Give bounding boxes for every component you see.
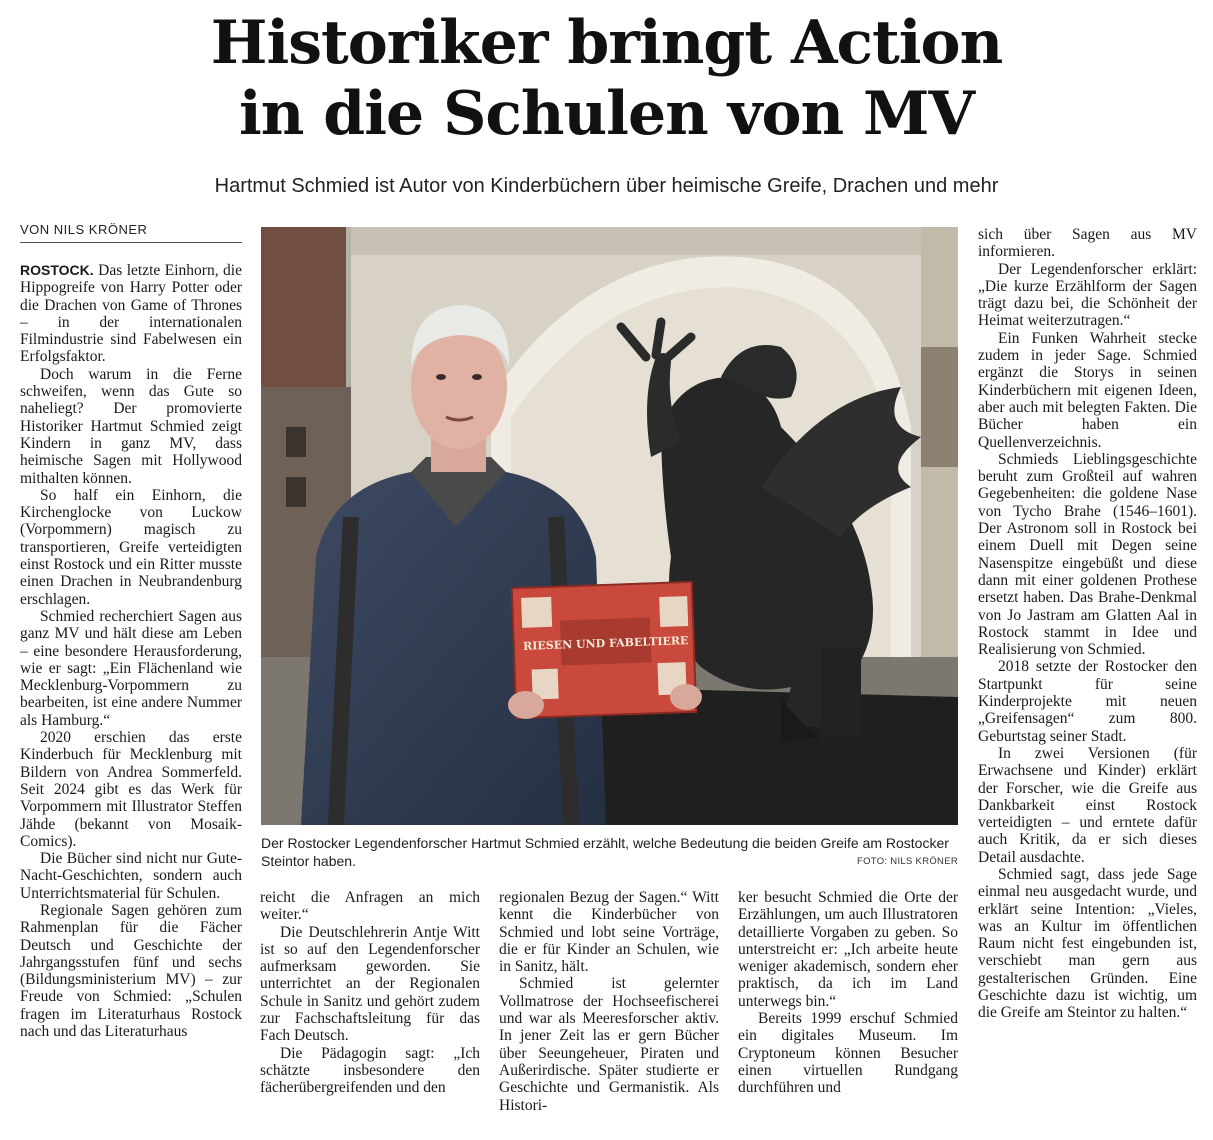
- article-photo: [261, 227, 958, 825]
- paragraph: Regionale Sagen gehören zum Rahmenplan für die Fächer Deutsch und Geschichte der Jahrgangsstufen fünf und sechs (Bildungsministerium MV) – zur Freude von Schmied: „Schulen fragen im Literaturhaus Rostock nach und das Literaturhaus: [20, 901, 242, 1041]
- paragraph: Der Legendenforscher erklärt: „Die kurze Erzählform der Sagen trägt dazu bei, die Schönheit der Heimat weiterzutragen.“: [978, 260, 1197, 330]
- paragraph: ker besucht Schmied die Orte der Erzählungen, um auch Illustratoren detaillierte Vorgaben zu geben. So unterstreicht er: „Ich arbeite heute weniger akademisch, sondern eher praktisch, da ich im Land unterwegs bin.“: [738, 889, 958, 1010]
- paragraph: regionalen Bezug der Sagen.“ Witt kennt die Kinderbücher von Schmied und lobt seine Vorträge, die er für Kinder an Schulen, wie in Sanitz, hält.: [499, 889, 719, 976]
- dateline: ROSTOCK.: [20, 262, 94, 278]
- article-column-5: [978, 226, 1197, 1022]
- headline-line-1: Historiker bringt Action: [210, 8, 1003, 78]
- paragraph: ROSTOCK. Das letzte Einhorn, die Hippogreife von Harry Potter oder die Drachen von Game of Thrones – in der internationalen Filmindustrie sind Fabelwesen ein Erfolgsfaktor.: [20, 262, 242, 366]
- paragraph: In zwei Versionen (für Erwachsene und Kinder) erklärt der Forscher, wie die Greife aus Dankbarkeit einst Rostock verteidigten – und erntete dafür auch Kritik, da er sich dieses Detail ausdachte.: [978, 744, 1197, 866]
- paragraph: Schmied recherchiert Sagen aus ganz MV und hält diese am Leben – eine besondere Herausforderung, wie er sagt: „Ein Flächenland wie Mecklenburg-Vorpommern zu bearbeiten, ist eine andere Nummer als Hamburg.“: [20, 607, 242, 729]
- paragraph: Doch warum in die Ferne schweifen, wenn das Gute so naheliegt? Der promovierte Historiker Hartmut Schmied zeigt Kindern in ganz MV, dass heimische Sagen mit Hollywood mithalten können.: [20, 365, 242, 487]
- article-column-3: [499, 889, 719, 1114]
- article-column-2: [260, 889, 480, 1097]
- headline: [0, 8, 1213, 150]
- paragraph: 2020 erschien das erste Kinderbuch für Mecklenburg mit Bildern von Andrea Sommerfeld. Seit 2024 gibt es das Werk für Vorpommern mit Illustrator Steffen Jähde (bekannt von Mosaik-Comics).: [20, 729, 242, 850]
- paragraph: Schmied sagt, dass jede Sage einmal neu ausgedacht wurde, und erklärt seine Intention: „Vieles, was an Kultur im öffentlichen Raum nicht fest eingebunden ist, verschiebt man gern aus gestalterischen Gründen. Eine Geschichte dazu ist wichtig, um die Greife am Steintor zu halten.“: [978, 865, 1197, 1022]
- headline-line-2: in die Schulen von MV: [238, 79, 975, 149]
- article-column-4: [738, 889, 958, 1097]
- paragraph: 2018 setzte der Rostocker den Startpunkt für seine Kinderprojekte mit neuen „Greifensagen“ zum 800. Geburtstag seiner Stadt.: [978, 658, 1197, 745]
- paragraph: reicht die Anfragen an mich weiter.“: [260, 889, 480, 924]
- paragraph: Schmieds Lieblingsgeschichte beruht zum Großteil auf wahren Gegebenheiten: die goldene Nase von Tycho Brahe (1546–1601). Der Astronom soll in Rostock bei einem Duell mit Degen seine Nasenspitze eingebüßt und diese dann mit einer goldenen Prothese ersetzt haben. Das Brahe-Denkmal von Jo Jastram am Glatten Aal in Rostock stammt in Idee und Realisierung von Schmied.: [978, 450, 1197, 659]
- photo-caption: Der Rostocker Legendenforscher Hartmut Schmied erzählt, welche Bedeutung die beiden Greife am Rostocker Steintor haben.: [261, 835, 949, 869]
- paragraph: Schmied ist gelernter Vollmatrose der Hochseefischerei und war als Meeresforscher aktiv. In jener Zeit las er gern Bücher über Seeungeheuer, Piraten und Außerirdische. Später studierte er Geschichte und Germanistik. Als Histori-: [499, 975, 719, 1114]
- photo-credit: FOTO: NILS KRÖNER: [857, 856, 958, 867]
- book-title: RIESEN UND FABELTIERE: [522, 634, 689, 653]
- paragraph: Die Bücher sind nicht nur Gute-Nacht-Geschichten, sondern auch Unterrichtsmaterial für Schulen.: [20, 850, 242, 902]
- article-column-1: [20, 262, 242, 1040]
- paragraph: Die Deutschlehrerin Antje Witt ist so auf den Legendenforscher aufmerksam geworden. Sie unterrichtet an der Regionalen Schule in Sanitz und gehört zudem zur Fachschaftsleitung für das Fach Deutsch.: [260, 923, 480, 1045]
- subtitle: Hartmut Schmied ist Autor von Kinderbüchern über heimische Greife, Drachen und mehr: [214, 175, 999, 197]
- paragraph: So half ein Einhorn, die Kirchenglocke von Luckow (Vorpommern) magisch zu transportieren, Greife verteidigten einst Rostock und ein Ritter musste einen Drachen in Neubrandenburg erschlagen.: [20, 486, 242, 608]
- byline: VON NILS KRÖNER: [20, 222, 242, 243]
- paragraph: Ein Funken Wahrheit stecke zudem in jeder Sage. Schmied ergänzt die Storys in seinen Kinderbüchern mit eigenen Ideen, aber auch mit belegten Fakten. Die Bücher haben ein Quellenverzeichnis.: [978, 329, 1197, 451]
- paragraph: sich über Sagen aus MV informieren.: [978, 226, 1197, 261]
- paragraph: Die Pädagogin sagt: „Ich schätzte insbesondere den fächerübergreifenden und den: [260, 1044, 480, 1097]
- photo-illustration: [261, 227, 958, 825]
- paragraph: Bereits 1999 erschuf Schmied ein digitales Museum. Im Cryptoneum können Besucher einen virtuellen Rundgang durchführen und: [738, 1010, 958, 1097]
